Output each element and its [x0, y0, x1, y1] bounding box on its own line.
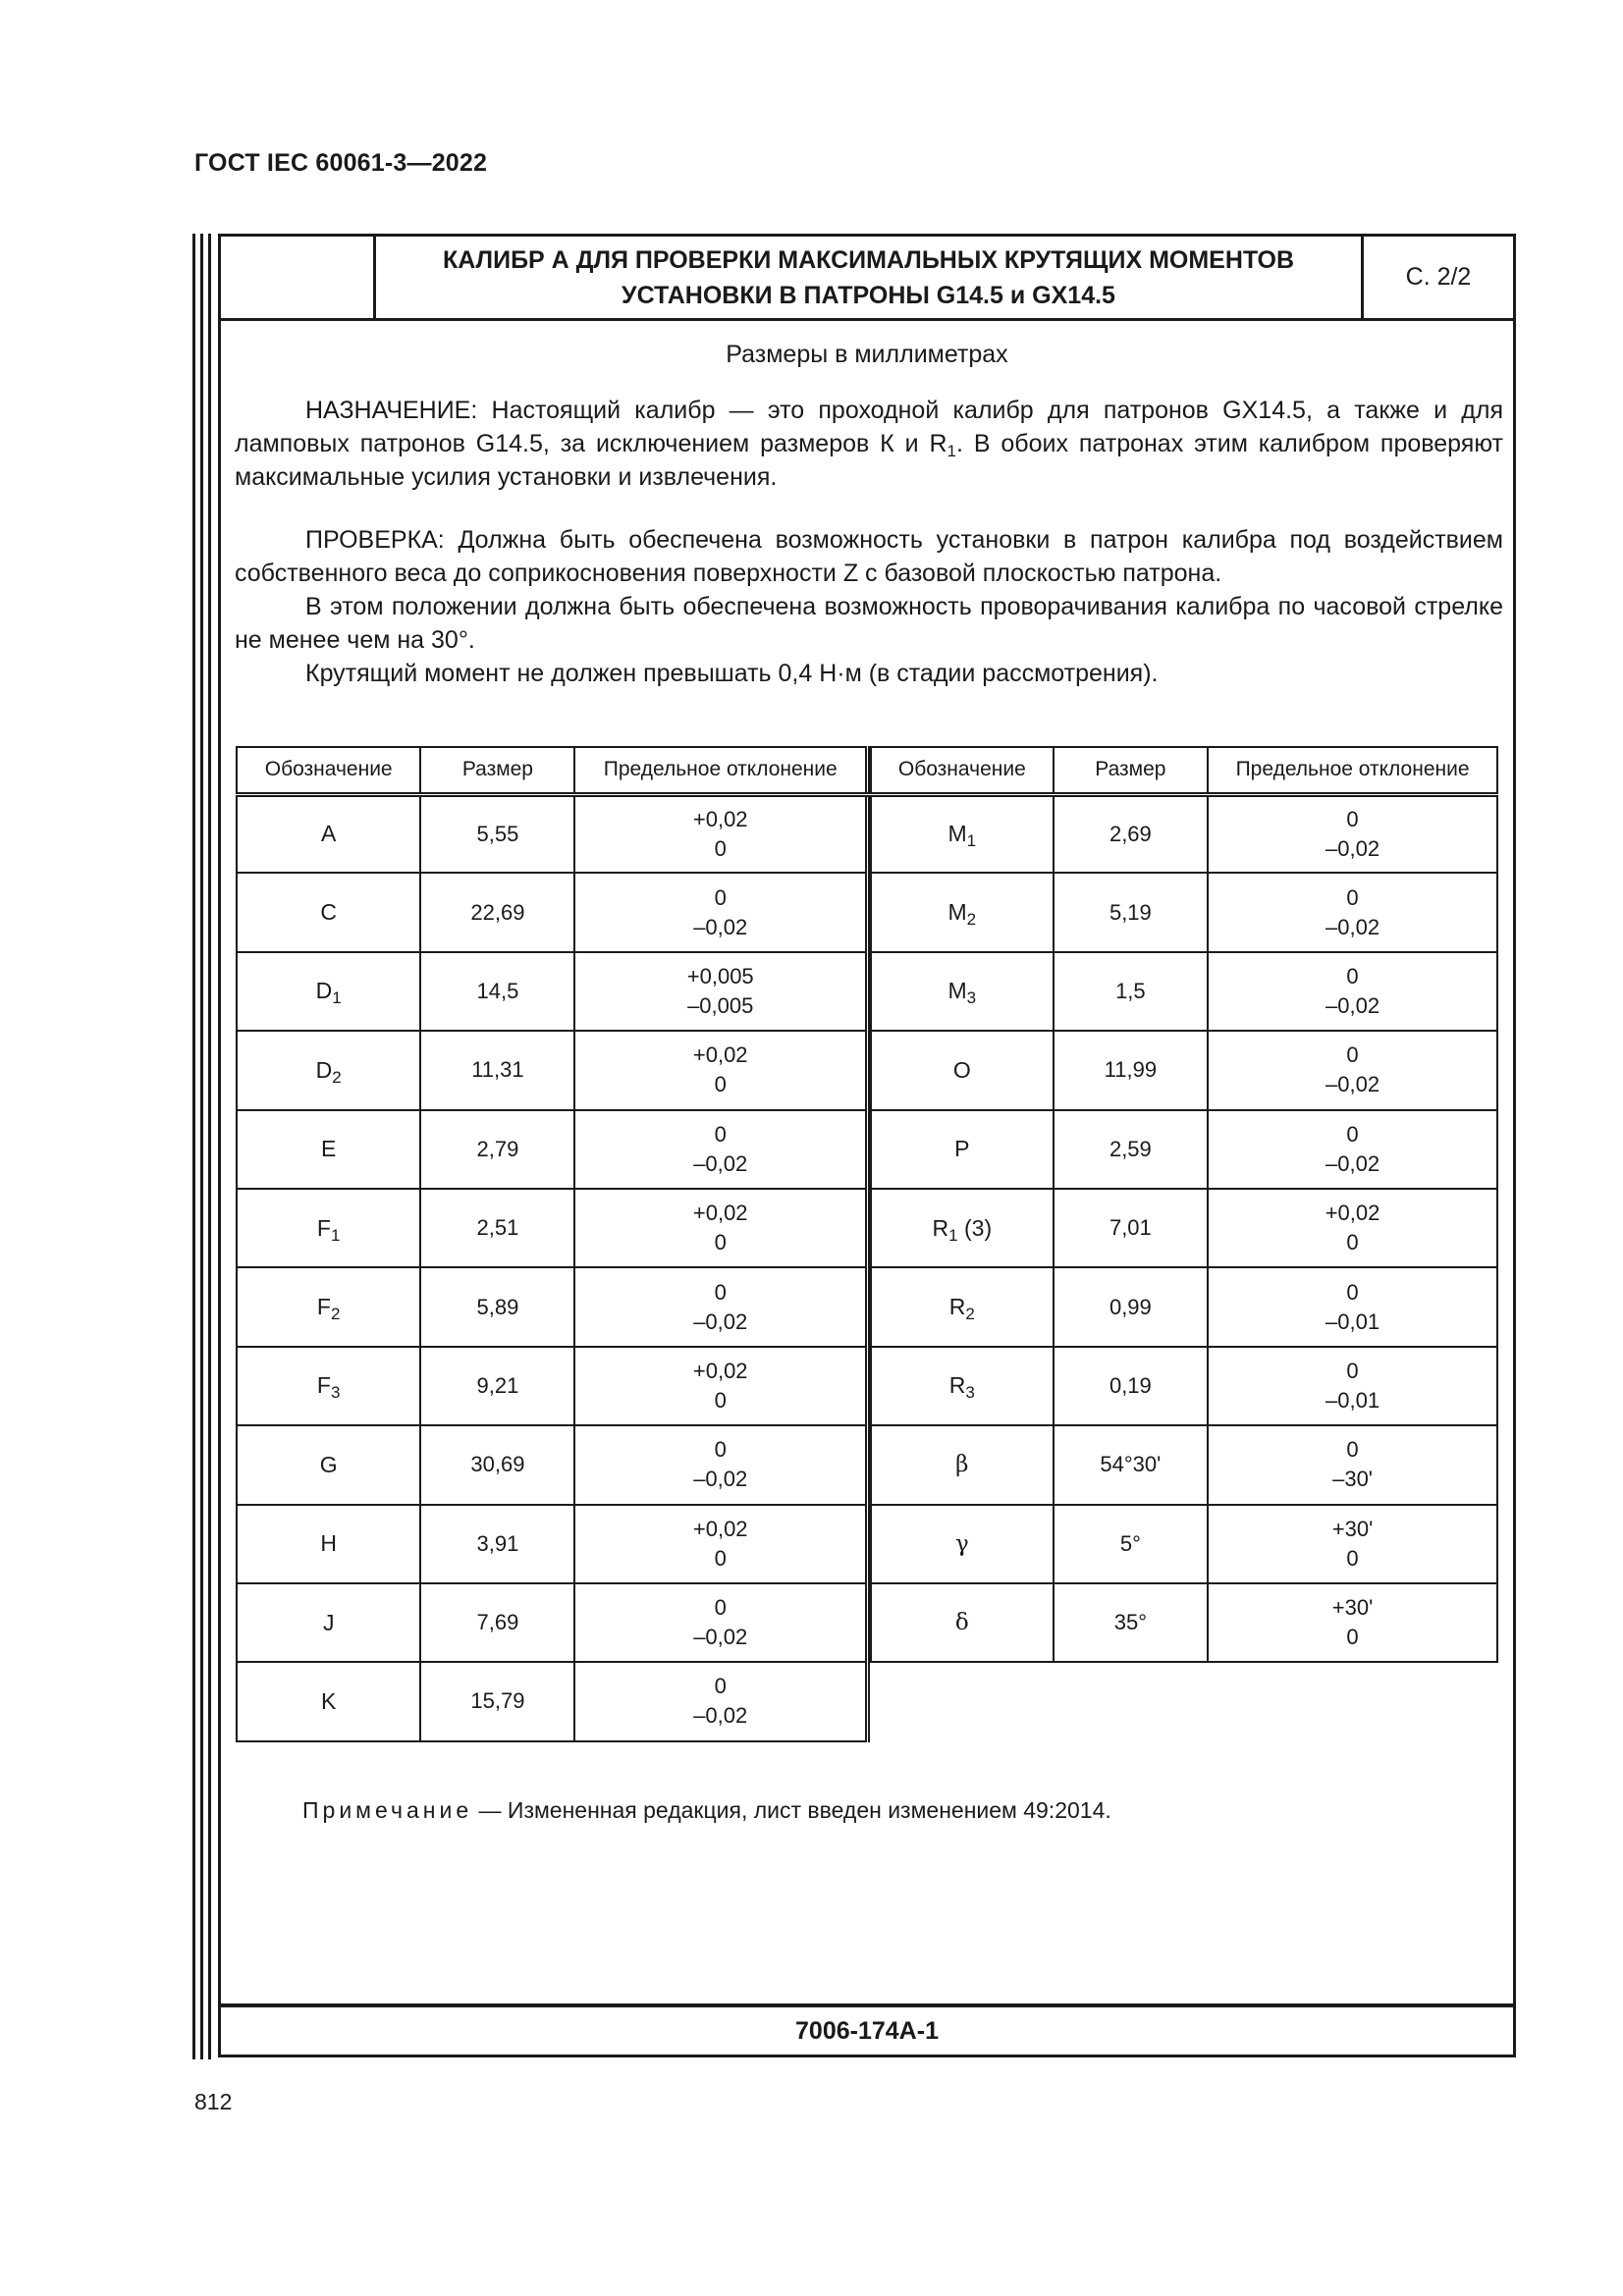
- lower-deviation: 0: [1346, 1625, 1359, 1650]
- table-row: [871, 1031, 1497, 1109]
- upper-deviation: +0,02: [1325, 1201, 1380, 1226]
- dimensions-table-right: [870, 746, 1498, 1663]
- title-block: [221, 237, 1513, 321]
- lower-deviation: 0: [1346, 1545, 1359, 1571]
- designation-symbol: β: [955, 1452, 969, 1478]
- upper-deviation: +0,02: [692, 806, 748, 831]
- lower-deviation: 0: [714, 1072, 727, 1097]
- upper-deviation: 0: [1346, 884, 1359, 910]
- designation-cell: [871, 794, 1054, 873]
- size-cell: 2,51: [420, 1189, 574, 1267]
- lower-deviation: –0,02: [693, 1308, 748, 1334]
- deviation-cell: [574, 1425, 867, 1504]
- sheet-title-line-1: КАЛИБР А ДЛЯ ПРОВЕРКИ МАКСИМАЛЬНЫХ КРУТЯЩИХ МОМЕНТОВ: [442, 245, 1295, 274]
- table-row: [237, 1583, 868, 1662]
- lower-deviation: –0,02: [1325, 835, 1380, 861]
- lower-deviation: –0,005: [687, 992, 754, 1018]
- deviation-cell: [574, 1031, 867, 1109]
- deviation-cell: [574, 794, 867, 873]
- table-row: [871, 1189, 1497, 1267]
- upper-deviation: +30': [1331, 1595, 1374, 1621]
- size-cell: 5,89: [420, 1267, 574, 1346]
- size-cell: 2,69: [1054, 794, 1208, 873]
- designation-cell: [237, 1189, 420, 1267]
- designation-cell: [237, 873, 420, 951]
- upper-deviation: 0: [1346, 1358, 1359, 1383]
- upper-deviation: 0: [714, 1121, 727, 1147]
- designation-subscript: 3: [966, 988, 977, 1008]
- upper-deviation: +30': [1331, 1516, 1374, 1541]
- designation-symbol: M: [947, 899, 967, 926]
- designation-symbol: P: [954, 1136, 970, 1162]
- designation-cell: [237, 1662, 420, 1740]
- size-cell: 0,19: [1054, 1347, 1208, 1425]
- deviation-cell: [1208, 1425, 1497, 1504]
- size-cell: 0,99: [1054, 1267, 1208, 1346]
- table-row: [871, 873, 1497, 951]
- designation-symbol: J: [322, 1609, 335, 1635]
- column-header-deviation: Предельное отклонение: [1208, 747, 1497, 794]
- designation-symbol: C: [320, 899, 337, 926]
- note-text: — Измененная редакция, лист введен изменением 49:2014.: [472, 1797, 1111, 1823]
- margin-rule: [192, 234, 195, 2059]
- table-row: [237, 1031, 868, 1109]
- table-row: [237, 1267, 868, 1346]
- designation-symbol: O: [952, 1056, 971, 1083]
- designation-subscript: 2: [965, 1305, 975, 1324]
- table-row: [237, 1662, 868, 1740]
- size-cell: 54°30': [1054, 1425, 1208, 1504]
- upper-deviation: +0,02: [692, 1042, 748, 1068]
- margin-rule: [200, 234, 203, 2059]
- designation-symbol: γ: [954, 1530, 969, 1557]
- designation-cell: [871, 1189, 1054, 1267]
- deviation-cell: [574, 1662, 867, 1740]
- size-cell: 30,69: [420, 1425, 574, 1504]
- table-row: [237, 1505, 868, 1583]
- sheet-title: [376, 237, 1364, 318]
- designation-cell: [237, 952, 420, 1031]
- table-row: [237, 1110, 868, 1189]
- designation-cell: [237, 1267, 420, 1346]
- designation-symbol: H: [320, 1530, 337, 1557]
- table-row: [237, 873, 868, 951]
- check-paragraph-3: Крутящий момент не должен превышать 0,4 Н·м (в стадии рассмотрения).: [305, 660, 1159, 687]
- lower-deviation: –0,02: [693, 1703, 748, 1729]
- designation-symbol: K: [321, 1687, 337, 1714]
- size-cell: 3,91: [420, 1505, 574, 1583]
- table-row: [871, 952, 1497, 1031]
- designation-symbol: R: [932, 1214, 949, 1241]
- lower-deviation: –0,02: [693, 914, 748, 939]
- table-row: [871, 1425, 1497, 1504]
- size-cell: 5,55: [420, 794, 574, 873]
- deviation-cell: [1208, 873, 1497, 951]
- upper-deviation: +0,02: [692, 1201, 748, 1226]
- drawing-number: 7006-174A-1: [221, 2003, 1513, 2055]
- dimensions-table-left: [236, 746, 870, 1742]
- upper-deviation: 0: [714, 1595, 727, 1621]
- column-header-designation: Обозначение: [871, 747, 1054, 794]
- designation-subscript: 2: [332, 1067, 342, 1087]
- designation-cell: [871, 873, 1054, 951]
- lower-deviation: –0,02: [693, 1625, 748, 1650]
- upper-deviation: +0,005: [686, 963, 754, 988]
- size-cell: 7,01: [1054, 1189, 1208, 1267]
- size-cell: 7,69: [420, 1583, 574, 1662]
- designation-cell: [871, 952, 1054, 1031]
- deviation-cell: [574, 1189, 867, 1267]
- designation-symbol: δ: [954, 1610, 969, 1636]
- sheet-page-label: С. 2/2: [1405, 263, 1472, 291]
- deviation-cell: [1208, 1110, 1497, 1189]
- designation-symbol: R: [948, 1372, 966, 1399]
- upper-deviation: 0: [714, 884, 727, 910]
- size-cell: 5°: [1054, 1505, 1208, 1583]
- lower-deviation: 0: [714, 1230, 727, 1255]
- designation-subscript: 2: [966, 910, 977, 930]
- deviation-cell: [1208, 1189, 1497, 1267]
- deviation-cell: [574, 1347, 867, 1425]
- lower-deviation: –0,01: [1325, 1308, 1380, 1334]
- upper-deviation: 0: [1346, 1042, 1359, 1068]
- deviation-cell: [574, 952, 867, 1031]
- table-row: [871, 1267, 1497, 1346]
- upper-deviation: +0,02: [692, 1358, 748, 1383]
- designation-symbol: D: [315, 978, 333, 1004]
- designation-cell: [871, 1347, 1054, 1425]
- designation-cell: [871, 1031, 1054, 1109]
- sheet-title-line-2: УСТАНОВКИ В ПАТРОНЫ G14.5 и GX14.5: [622, 281, 1115, 309]
- column-header-designation: Обозначение: [237, 747, 420, 794]
- table-row: [871, 1583, 1497, 1662]
- size-cell: 22,69: [420, 873, 574, 951]
- upper-deviation: 0: [714, 1279, 727, 1305]
- deviation-cell: [1208, 1267, 1497, 1346]
- lower-deviation: –0,02: [1325, 1072, 1380, 1097]
- designation-subscript: 1: [966, 831, 977, 851]
- designation-subscript: 1: [330, 1225, 341, 1245]
- size-cell: 11,99: [1054, 1031, 1208, 1109]
- purpose-subscript: 1: [947, 442, 956, 460]
- designation-cell: [237, 1347, 420, 1425]
- designation-subscript: 3: [965, 1383, 975, 1403]
- size-cell: 14,5: [420, 952, 574, 1031]
- purpose-text: НАЗНАЧЕНИЕ: Настоящий калибр — это проходной калибр для патронов GX14.5, а также и для ламповых патронов G14.5, за исключением размеров К и R: [235, 397, 1503, 457]
- deviation-cell: [1208, 1505, 1497, 1583]
- lower-deviation: 0: [714, 1545, 727, 1571]
- deviation-cell: [1208, 1031, 1497, 1109]
- designation-cell: [237, 1583, 420, 1662]
- upper-deviation: 0: [714, 1437, 727, 1463]
- lower-deviation: –0,02: [1325, 1150, 1380, 1176]
- designation-symbol: G: [319, 1451, 338, 1477]
- size-cell: 35°: [1054, 1583, 1208, 1662]
- body-text: [235, 394, 1503, 690]
- deviation-cell: [574, 1583, 867, 1662]
- units-note: Размеры в миллиметрах: [726, 341, 1008, 368]
- column-header-size: Размер: [1054, 747, 1208, 794]
- deviation-cell: [574, 1505, 867, 1583]
- lower-deviation: –0,02: [693, 1150, 748, 1176]
- column-header-size: Размер: [420, 747, 574, 794]
- deviation-cell: [1208, 952, 1497, 1031]
- deviation-cell: [1208, 1347, 1497, 1425]
- deviation-cell: [1208, 794, 1497, 873]
- upper-deviation: 0: [1346, 963, 1359, 988]
- amendment-note: [302, 1797, 1111, 1824]
- table-row: [871, 1347, 1497, 1425]
- lower-deviation: –0,01: [1325, 1387, 1380, 1413]
- note-label: Примечание: [302, 1797, 473, 1823]
- check-paragraph-1: ПРОВЕРКА: Должна быть обеспечена возможность установки в патрон калибра под воздействием собственного веса до соприкосновения поверхности Z с базовой плоскостью патрона.: [235, 526, 1503, 587]
- designation-cell: [871, 1583, 1054, 1662]
- designation-cell: [237, 1505, 420, 1583]
- table-row: [237, 952, 868, 1031]
- designation-symbol: M: [947, 978, 967, 1004]
- designation-cell: [871, 1110, 1054, 1189]
- page-number: 812: [194, 2089, 233, 2114]
- size-cell: 9,21: [420, 1347, 574, 1425]
- designation-symbol: D: [315, 1056, 333, 1083]
- designation-cell: [871, 1505, 1054, 1583]
- designation-symbol: M: [947, 821, 967, 847]
- upper-deviation: 0: [1346, 1279, 1359, 1305]
- designation-subscript: 3: [330, 1383, 341, 1403]
- designation-symbol: A: [321, 821, 337, 847]
- size-cell: 15,79: [420, 1662, 574, 1740]
- designation-symbol: F: [316, 1214, 331, 1241]
- lower-deviation: 0: [714, 1387, 727, 1413]
- size-cell: 2,59: [1054, 1110, 1208, 1189]
- lower-deviation: –0,02: [693, 1467, 748, 1492]
- table-row: [237, 1425, 868, 1504]
- designation-cell: [871, 1425, 1054, 1504]
- table-row: [871, 1110, 1497, 1189]
- size-cell: 11,31: [420, 1031, 574, 1109]
- designation-symbol: F: [316, 1372, 331, 1399]
- table-row: [871, 794, 1497, 873]
- size-cell: 1,5: [1054, 952, 1208, 1031]
- designation-symbol: F: [316, 1294, 331, 1320]
- designation-cell: [237, 1425, 420, 1504]
- check-paragraph-2: В этом положении должна быть обеспечена возможность проворачивания калибра по часовой стрелке не менее чем на 30°.: [235, 593, 1503, 654]
- purpose-paragraph: [235, 394, 1503, 494]
- upper-deviation: 0: [1346, 1121, 1359, 1147]
- upper-deviation: 0: [714, 1674, 727, 1699]
- deviation-cell: [574, 1267, 867, 1346]
- lower-deviation: 0: [1346, 1230, 1359, 1255]
- upper-deviation: 0: [1346, 1437, 1359, 1463]
- designation-suffix: (3): [957, 1214, 993, 1241]
- column-header-deviation: Предельное отклонение: [574, 747, 867, 794]
- designation-cell: [237, 1110, 420, 1189]
- lower-deviation: 0: [714, 835, 727, 861]
- lower-deviation: –0,02: [1325, 914, 1380, 939]
- title-block-empty-cell: [221, 237, 376, 318]
- lower-deviation: –30': [1332, 1467, 1373, 1492]
- designation-cell: [871, 1267, 1054, 1346]
- document-code: ГОСТ IEC 60061-3—2022: [194, 149, 488, 177]
- table-row: [871, 1505, 1497, 1583]
- upper-deviation: 0: [1346, 806, 1359, 831]
- designation-subscript: 2: [330, 1305, 341, 1324]
- table-row: [237, 1347, 868, 1425]
- upper-deviation: +0,02: [692, 1516, 748, 1541]
- size-cell: 5,19: [1054, 873, 1208, 951]
- deviation-cell: [1208, 1583, 1497, 1662]
- purpose-text-end: . В обоих патронах этим калибром проверяют максимальные усилия установки и извлечения.: [235, 430, 1503, 491]
- designation-symbol: E: [321, 1136, 337, 1162]
- size-cell: 2,79: [420, 1110, 574, 1189]
- margin-rule: [208, 234, 211, 2059]
- deviation-cell: [574, 1110, 867, 1189]
- designation-subscript: 1: [948, 1225, 958, 1245]
- deviation-cell: [574, 873, 867, 951]
- table-row: [237, 1189, 868, 1267]
- table-row: [237, 794, 868, 873]
- designation-symbol: R: [948, 1294, 966, 1320]
- designation-subscript: 1: [332, 988, 342, 1008]
- lower-deviation: –0,02: [1325, 992, 1380, 1018]
- designation-cell: [237, 1031, 420, 1109]
- designation-cell: [237, 794, 420, 873]
